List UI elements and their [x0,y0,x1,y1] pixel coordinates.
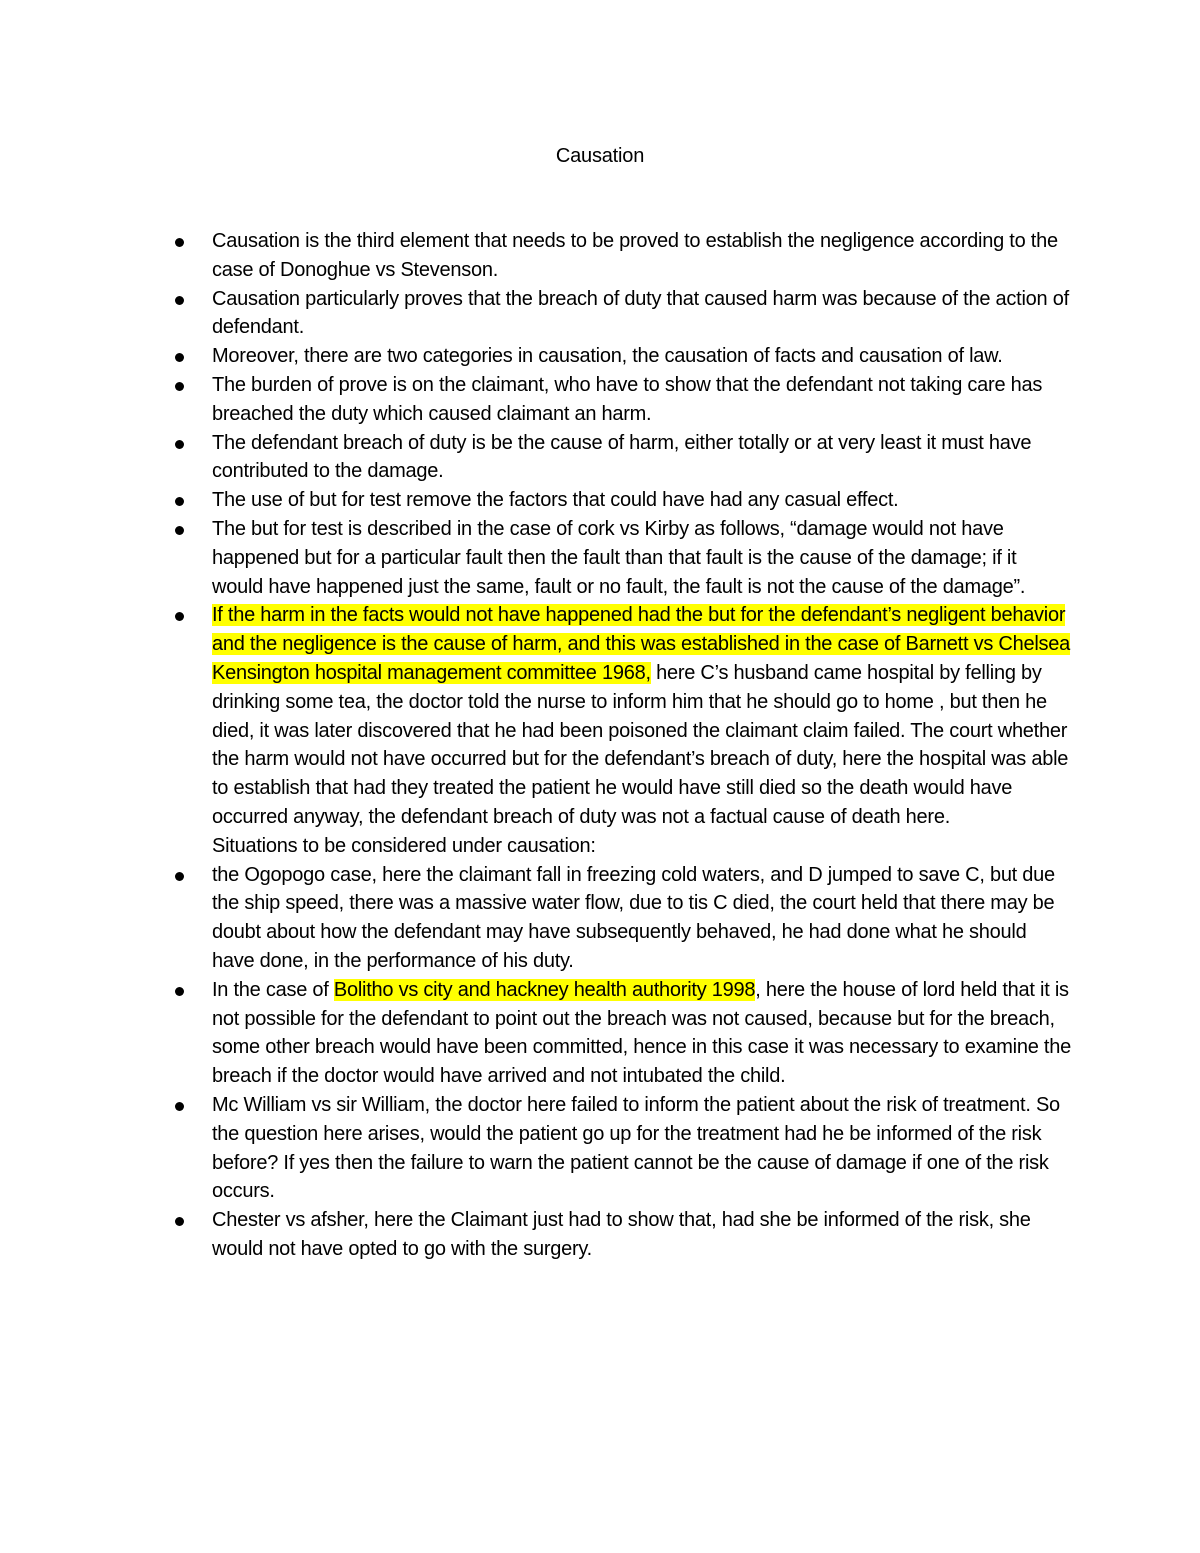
text-segment: Chester vs afsher, here the Claimant just had to show that, had she be informed of the risk, she would not have opted to go with the surgery. [212,1209,1031,1260]
text-segment: Causation is the third element that needs to be proved to establish the negligence according to the case of Donoghue vs Stevenson. [212,230,1058,281]
item-text [212,432,1031,483]
bullet-list-item [212,371,1072,429]
bullet-list-item [212,1091,1072,1206]
bullet-dot-icon [175,1102,184,1111]
bullet-dot-icon [175,987,184,996]
text-segment: The but for test is described in the case of cork vs Kirby as follows, “damage would not have happened but for a particular fault then the fault than that fault is the cause of the damage; if it would have happened just the same, fault or no fault, the fault is not the cause of the damage”. [212,517,1026,598]
item-text [212,1094,1060,1202]
item-text [212,489,898,511]
item-text [212,374,1042,425]
bullet-dot-icon [175,872,184,881]
bullet-list-item [212,976,1072,1091]
bullet-dot-icon [175,382,184,391]
item-text [212,345,1003,367]
highlighted-text: Bolitho vs city and hackney health authority 1998 [333,978,756,1001]
bullet-dot-icon [175,353,184,362]
bullet-dot-icon [175,526,184,535]
bullet-dot-icon [175,497,184,506]
text-segment: The burden of prove is on the claimant, who have to show that the defendant not taking care has breached the duty which caused claimant an harm. [212,373,1043,425]
bullet-dot-icon [175,612,184,621]
item-text [212,864,1055,972]
paragraph [212,832,1072,861]
bullet-list-item [212,1206,1072,1264]
bullet-dot-icon [175,238,184,247]
item-text [212,288,1069,339]
text-segment: Mc William vs sir William, the doctor here failed to inform the patient about the risk of treatment. So the question here arises, would the patient go up for the treatment had he be informed of the risk before? If yes then the failure to warn the patient cannot be the cause of damage if one of the risk occurs. [212,1093,1060,1203]
bullet-dot-icon [175,296,184,305]
text-segment: the Ogopogo case, here the claimant fall in freezing cold waters, and D jumped to save C, but due the ship speed, there was a massive water flow, due to tis C died, the court held that there may be doubt about how the defendant may have subsequently behaved, he had done what he should have done, in the performance of his duty. [212,863,1055,972]
document-title: Causation [555,145,645,167]
text-segment: Moreover, there are two categories in causation, the causation of facts and causation of law. [212,345,1003,368]
bullet-list-item [212,227,1072,285]
bullet-list-item [212,285,1072,343]
item-text [212,835,596,857]
bullet-list-item [212,515,1072,601]
document-body [212,227,1072,1264]
item-text [212,230,1058,281]
text-segment: , here the house of lord held that it is not possible for the defendant to point out the breach was not caused, because but for the breach, some other breach would have been committed, hence in this case it was necessary to examine the breach if the doctor would have arrived and not intubated the child. [212,978,1071,1088]
bullet-list-item [212,601,1072,831]
bullet-list-item [212,342,1072,371]
text-segment: Causation particularly proves that the breach of duty that caused harm was because of the action of defendant. [212,287,1069,339]
highlighted-text: If the harm in the facts would not have happened had the but for the defendant’s negligent behavior and the negligence is the cause of harm, and this was established in the case of Barnett vs Chelsea Kensington hospital management committee 1968, [212,604,1071,684]
item-text [212,979,1071,1087]
bullet-list-item [212,861,1072,976]
text-segment: Situations to be considered under causation: [212,834,596,857]
bullet-list-item [212,429,1072,487]
text-segment: The defendant breach of duty is be the cause of harm, either totally or at very least it must have contributed to the damage. [212,431,1032,483]
text-segment: here C’s husband came hospital by felling by drinking some tea, the doctor told the nurse to inform him that he should go to home , but then he died, it was later discovered that he had been poisoned the claimant claim failed. The court whether the harm would not have occurred but for the defendant’s breach of duty, here the hospital was able to establish that had they treated the patient he would have still died so the death would have occurred anyway, the defendant breach of duty was not a factual cause of death here. [212,661,1069,828]
bullet-dot-icon [175,440,184,449]
item-text [212,604,1070,828]
bullet-dot-icon [175,1217,184,1226]
bullet-list-item [212,486,1072,515]
text-segment: The use of but for test remove the factors that could have had any casual effect. [212,489,899,512]
item-text [212,518,1025,598]
text-segment: In the case of [212,978,334,1001]
item-text [212,1209,1031,1260]
